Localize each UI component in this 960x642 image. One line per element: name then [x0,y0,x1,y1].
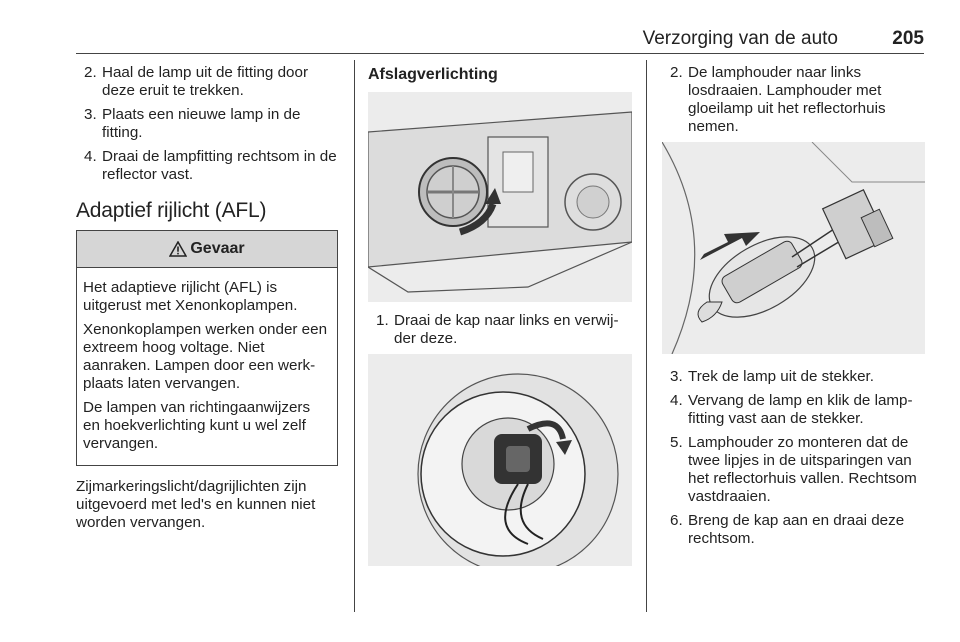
step-list [662,64,927,136]
list-item [662,512,927,548]
bulb-removal-illustration [662,142,925,354]
column-right [662,64,927,554]
section-title: Adaptief rijlicht (AFL) [76,199,267,222]
step-text: Haal de lamp uit de fitting door deze eruit te trekken. [102,64,308,99]
step-text: Trek de lamp uit de stekker. [688,368,874,385]
lamp-holder-illustration [368,354,632,566]
step-text: De lamphouder naar links losdraaien. Lamphouder met gloeilamp uit het reflectorhuis nemen. [688,64,886,135]
warning-paragraph: De lampen van richtingaanwijzers en hoekverlichting kunt u wel zelf vervangen. [83,399,311,452]
page-header [76,28,924,54]
step-number: 2. [84,64,97,81]
note-paragraph: Zijmarkeringslicht/dagrijlichten zijn uitgevoerd met led's en kunnen niet worden vervangen. [76,478,316,531]
page-number: 205 [892,28,924,49]
step-number: 3. [670,368,683,385]
subsection-title: Afslagverlichting [368,66,498,83]
list-item [662,368,927,386]
list-item [76,64,338,100]
column-left [76,64,338,532]
warning-triangle-icon [169,241,187,257]
warning-box [76,230,338,466]
step-text: Plaats een nieuwe lamp in de fitting. [102,106,301,141]
chapter-title: Verzorging van de auto [642,28,838,49]
list-item [368,312,632,348]
step-text: Draai de lampfitting rechtsom in de reflector vast. [102,148,337,183]
list-item [662,392,927,428]
header-rule [76,53,924,54]
warning-paragraph: Het adaptieve rijlicht (AFL) is uitgerust met Xenonkoplampen. [83,279,298,314]
step-number: 3. [84,106,97,123]
step-number: 5. [670,434,683,451]
step-number: 1. [376,312,389,329]
warning-title: Gevaar [190,240,245,257]
column-divider-1 [354,60,355,612]
step-list [368,312,632,348]
list-item [76,106,338,142]
step-number: 2. [670,64,683,81]
warning-body [77,268,337,465]
step-number: 4. [670,392,683,409]
list-item [662,434,927,506]
list-item [662,64,927,136]
step-text: Breng de kap aan en draai deze rechtsom. [688,512,905,547]
step-number: 4. [84,148,97,165]
warning-header [77,231,337,268]
warning-paragraph: Xenonkoplampen werken onder een extreem hoog voltage. Niet aanraken. Lampen door een werk-plaats laten vervangen. [83,321,328,392]
step-list [662,368,927,548]
step-list [76,64,338,184]
step-text: Vervang de lamp en klik de lamp-fitting vast aan de stekker. [688,392,913,427]
column-middle [368,64,632,566]
list-item [76,148,338,184]
step-number: 6. [670,512,683,529]
step-text: Draai de kap naar links en verwij-der deze. [394,312,619,347]
headlamp-cap-illustration [368,92,632,302]
column-divider-2 [646,60,647,612]
step-text: Lamphouder zo monteren dat de twee lipjes in de uitsparingen van het reflectorhuis vallen. Rechtsom vastdraaien. [688,434,917,505]
